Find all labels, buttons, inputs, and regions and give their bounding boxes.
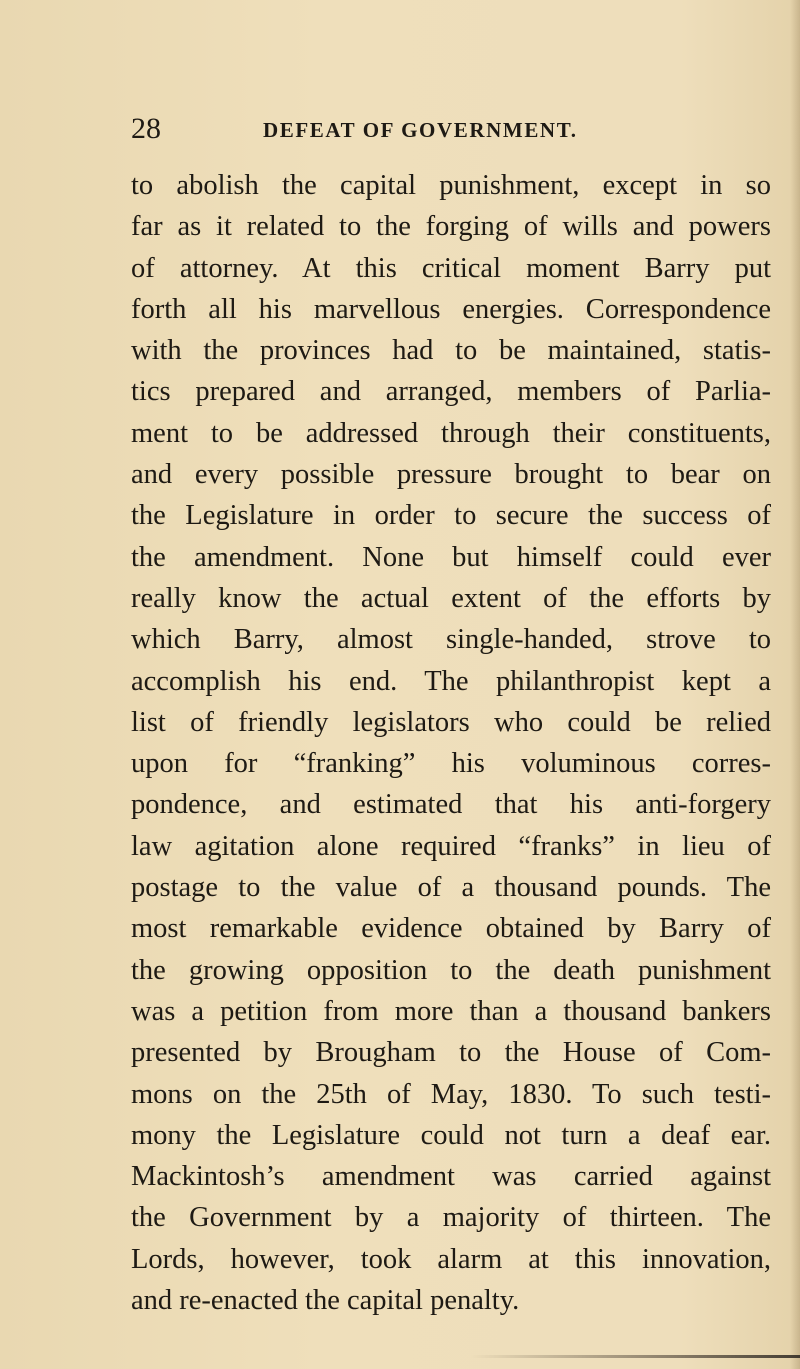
page-edge-shadow xyxy=(790,0,800,1369)
page-bottom-shadow xyxy=(470,1355,800,1358)
text-line: the Legislature in order to secure the success of xyxy=(131,500,771,532)
text-line: list of friendly legislators who could be relied xyxy=(131,706,771,738)
text-line: and every possible pressure brought to bear on xyxy=(131,459,771,491)
text-line: postage to the value of a thousand pounds. The xyxy=(131,872,771,904)
text-line: presented by Brougham to the House of Com- xyxy=(131,1037,771,1069)
text-line: ment to be addressed through their constituents, xyxy=(131,417,771,449)
text-line: the growing opposition to the death punishment xyxy=(131,954,771,986)
text-line: really know the actual extent of the efforts by xyxy=(131,582,771,614)
text-line: and re-enacted the capital penalty. xyxy=(131,1285,520,1317)
body-text xyxy=(131,165,771,1321)
text-line: law agitation alone required “franks” in lieu of xyxy=(131,830,771,862)
text-line: of attorney. At this critical moment Barry put xyxy=(131,252,771,284)
text-line: to abolish the capital punishment, except in so xyxy=(131,170,771,201)
text-line: the amendment. None but himself could ever xyxy=(131,541,771,573)
page-number: 28 xyxy=(131,112,161,145)
text-line: Mackintosh’s amendment was carried against xyxy=(131,1161,771,1193)
text-line: accomplish his end. The philanthropist kept a xyxy=(131,665,771,697)
text-line: which Barry, almost single-handed, strove to xyxy=(131,624,771,656)
text-line: upon for “franking” his voluminous corres- xyxy=(131,748,771,780)
running-head: DEFEAT OF GOVERNMENT. xyxy=(263,118,578,142)
text-line: mony the Legislature could not turn a deaf ear. xyxy=(131,1119,771,1151)
text-line: mons on the 25th of May, 1830. To such testi- xyxy=(131,1078,771,1110)
text-line: far as it related to the forging of wills and powers xyxy=(131,211,771,243)
text-line: forth all his marvellous energies. Correspondence xyxy=(131,293,771,325)
text-line: most remarkable evidence obtained by Barry of xyxy=(131,913,771,945)
page-header xyxy=(131,112,769,146)
text-line: tics prepared and arranged, members of Parlia- xyxy=(131,376,771,408)
text-line: with the provinces had to be maintained, statis- xyxy=(131,335,771,367)
text-line: was a petition from more than a thousand bankers xyxy=(131,995,771,1027)
text-line: Lords, however, took alarm at this innovation, xyxy=(131,1243,771,1275)
text-line: the Government by a majority of thirteen. The xyxy=(131,1202,771,1234)
text-line: pondence, and estimated that his anti-forgery xyxy=(131,789,771,821)
